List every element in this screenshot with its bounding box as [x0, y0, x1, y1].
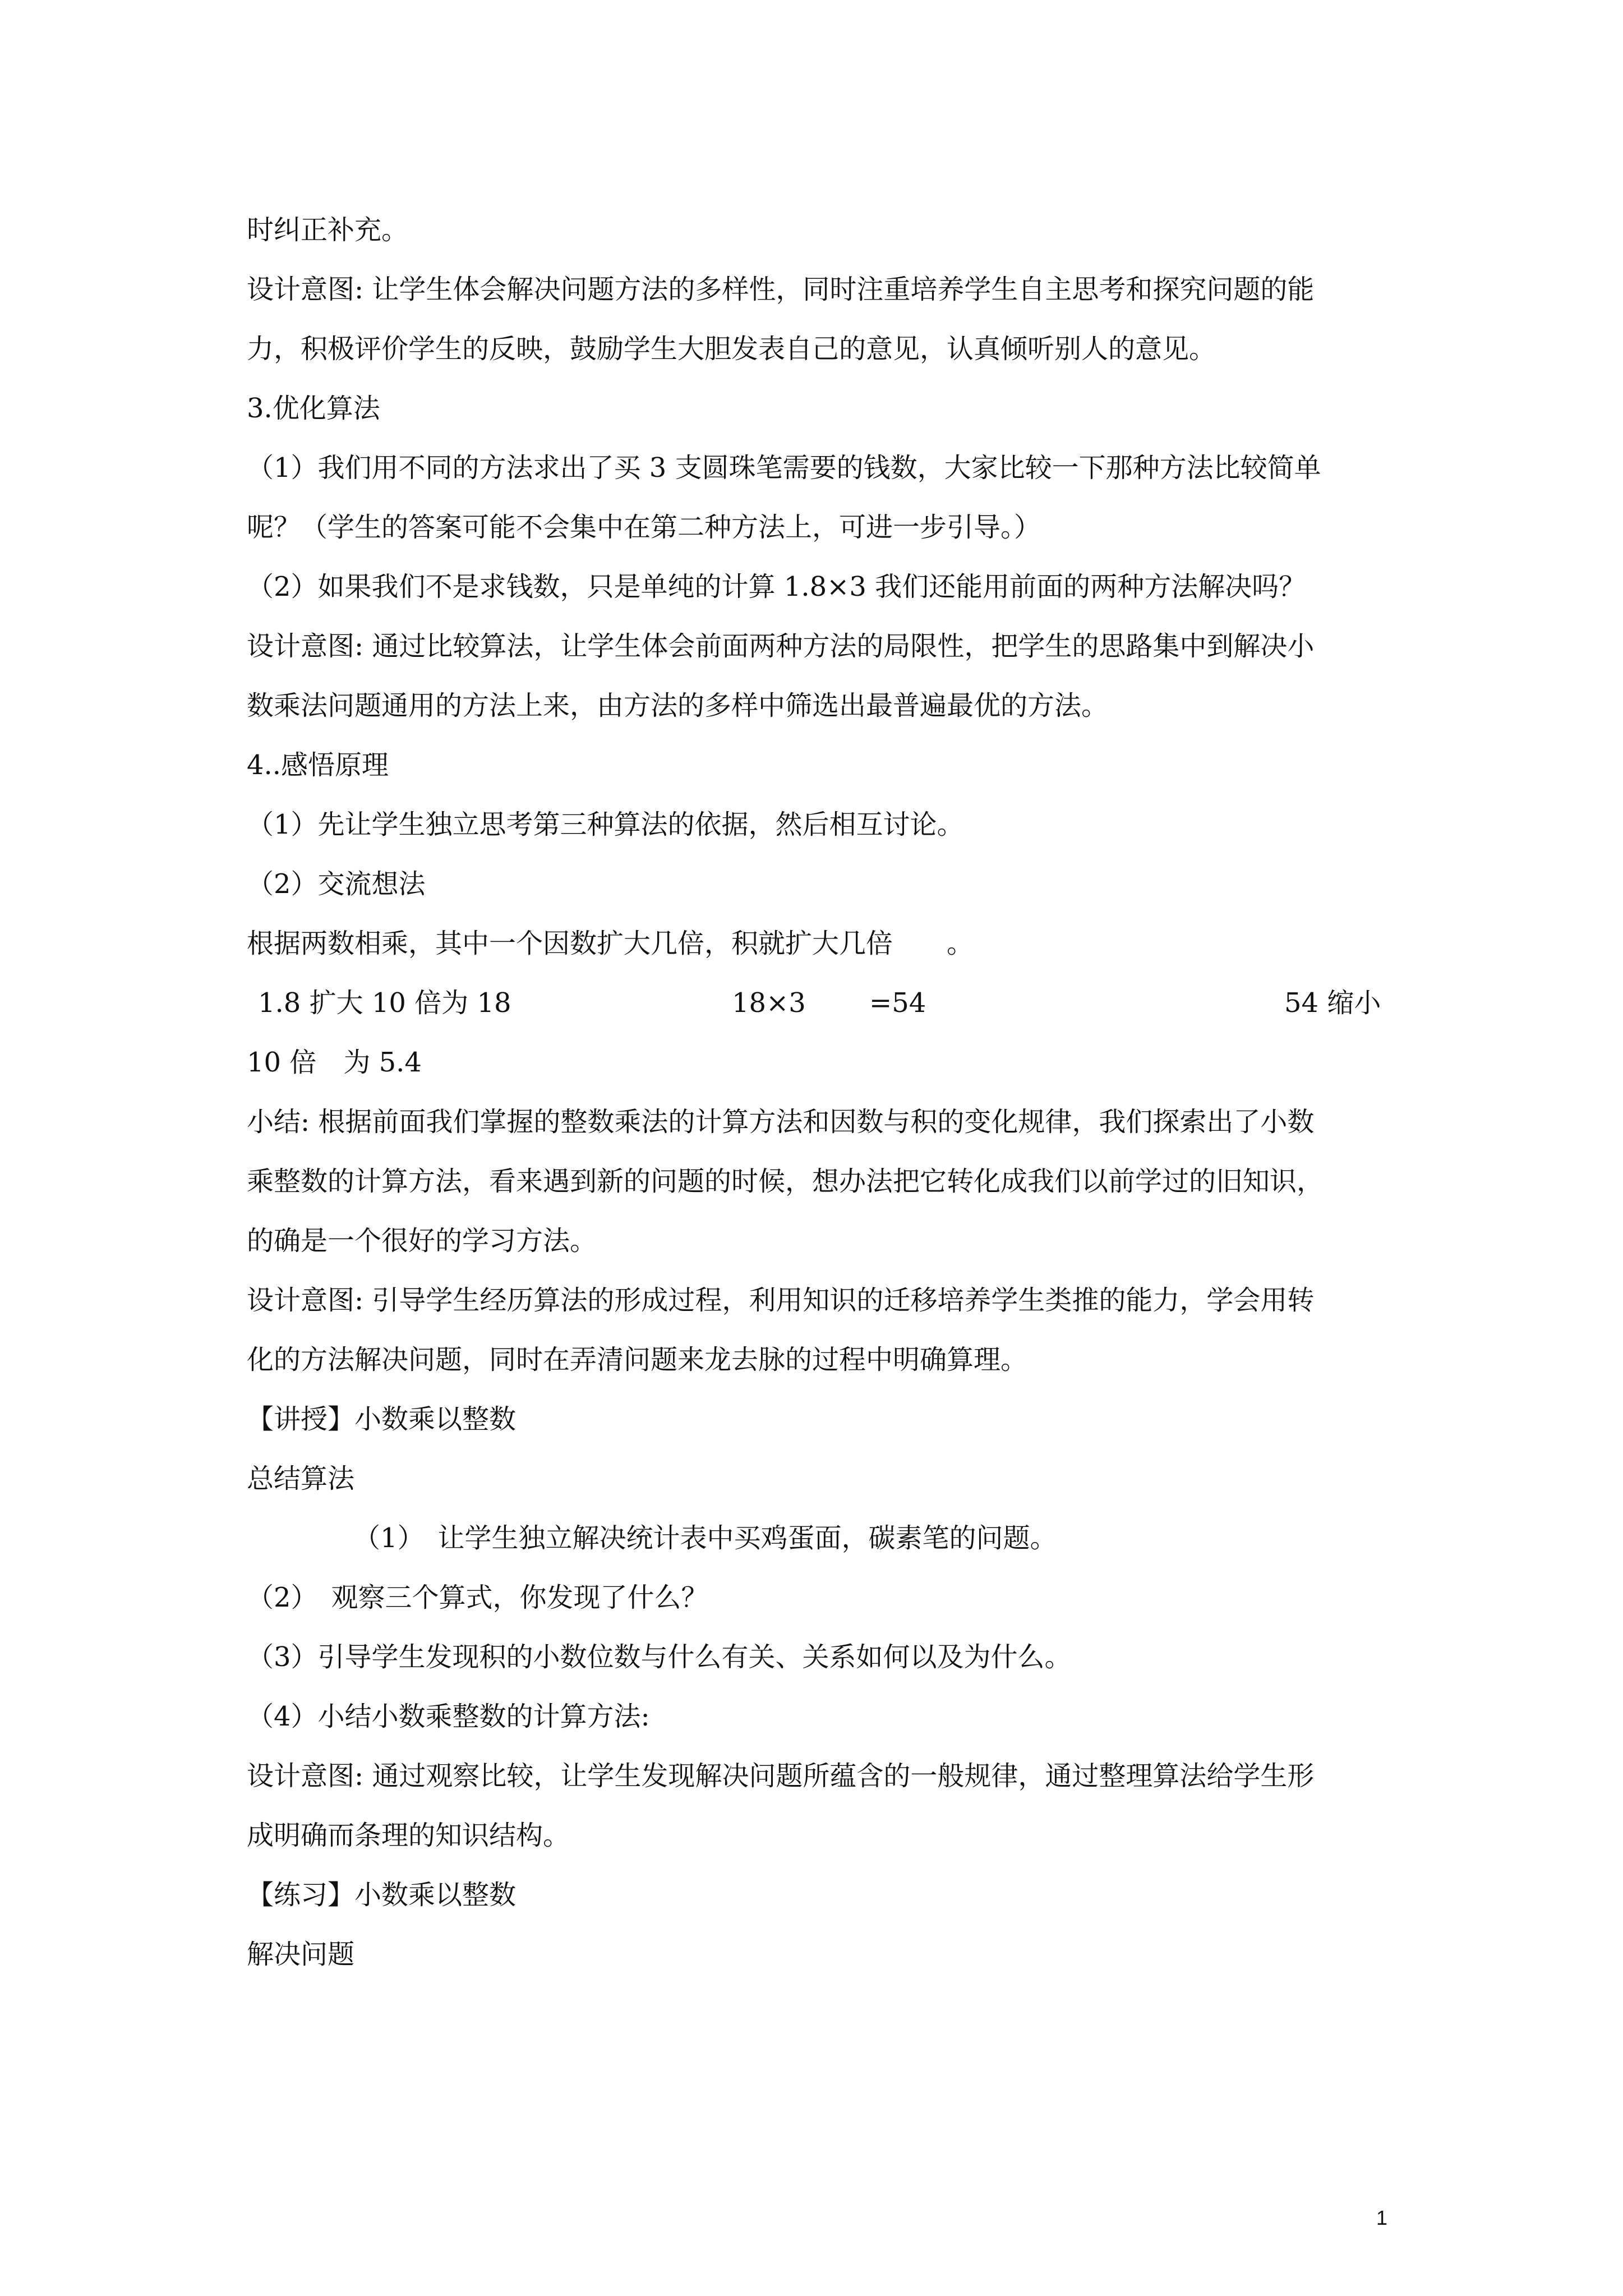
design-intent-line: 设计意图: 通过比较算法，让学生体会前面两种方法的局限性，把学生的思路集中到解决小: [247, 631, 1315, 662]
section-heading: 【讲授】小数乘以整数: [247, 1404, 517, 1435]
page-number: 1: [1376, 2206, 1387, 2229]
text-line: 呢？（学生的答案可能不会集中在第二种方法上，可进一步引导。）: [247, 512, 1041, 543]
text-line: 根据两数相乘，其中一个因数扩大几倍，积就扩大几倍 。: [247, 928, 974, 959]
text-line: （4）小结小数乘整数的计算方法:: [247, 1701, 650, 1732]
text-line: （1） 让学生独立解决统计表中买鸡蛋面，碳素笔的问题。: [353, 1522, 1057, 1554]
text-line: （1）先让学生独立思考第三种算法的依据，然后相互讨论。: [247, 809, 964, 840]
text-line: 成明确而条理的知识结构。: [247, 1820, 570, 1851]
text-line: 解决问题: [247, 1939, 355, 1970]
design-intent-line: 设计意图: 通过观察比较，让学生发现解决问题所蕴含的一般规律，通过整理算法给学生形: [247, 1760, 1315, 1792]
section-heading: 3.优化算法: [247, 393, 380, 424]
text-line: 乘整数的计算方法，看来遇到新的问题的时候，想办法把它转化成我们以前学过的旧知识，: [247, 1166, 1324, 1197]
section-heading: 4..感悟原理: [247, 749, 389, 781]
text-line: 时纠正补充。: [247, 214, 409, 246]
text-line: 总结算法: [247, 1463, 355, 1494]
text-line: 数乘法问题通用的方法上来，由方法的多样中筛选出最普遍最优的方法。: [247, 690, 1109, 721]
text-line: 10 倍 为 5.4: [247, 1047, 422, 1078]
design-intent-line: 设计意图: 引导学生经历算法的形成过程，利用知识的迁移培养学生类推的能力，学会用转: [247, 1285, 1315, 1316]
text-line: 的确是一个很好的学习方法。: [247, 1225, 597, 1257]
text-line: （2） 观察三个算式，你发现了什么？: [247, 1582, 708, 1613]
design-intent-line: 设计意图: 让学生体会解决问题方法的多样性，同时注重培养学生自主思考和探究问题的能: [247, 274, 1315, 305]
text-line: （1）我们用不同的方法求出了买 3 支圆珠笔需要的钱数，大家比较一下那种方法比较简单: [247, 452, 1321, 484]
section-heading: 【练习】小数乘以整数: [247, 1879, 517, 1911]
calc-step-multiply: 18×3: [732, 987, 806, 1019]
calc-step-expand: 1.8 扩大 10 倍为 18: [258, 987, 511, 1019]
text-line: 力，积极评价学生的反映，鼓励学生大胆发表自己的意见，认真倾听别人的意见。: [247, 333, 1216, 365]
calc-step-shrink: 54 缩小: [1284, 987, 1381, 1019]
text-line: 化的方法解决问题，同时在弄清问题来龙去脉的过程中明确算理。: [247, 1344, 1028, 1375]
summary-line: 小结: 根据前面我们掌握的整数乘法的计算方法和因数与积的变化规律，我们探索出了小数: [247, 1106, 1315, 1138]
calc-step-result: =54: [869, 987, 926, 1019]
text-line: （3）引导学生发现积的小数位数与什么有关、关系如何以及为什么。: [247, 1641, 1072, 1673]
text-line: （2）交流想法: [247, 868, 426, 900]
text-line: （2）如果我们不是求钱数，只是单纯的计算 1.8×3 我们还能用前面的两种方法解决吗？: [247, 571, 1306, 602]
